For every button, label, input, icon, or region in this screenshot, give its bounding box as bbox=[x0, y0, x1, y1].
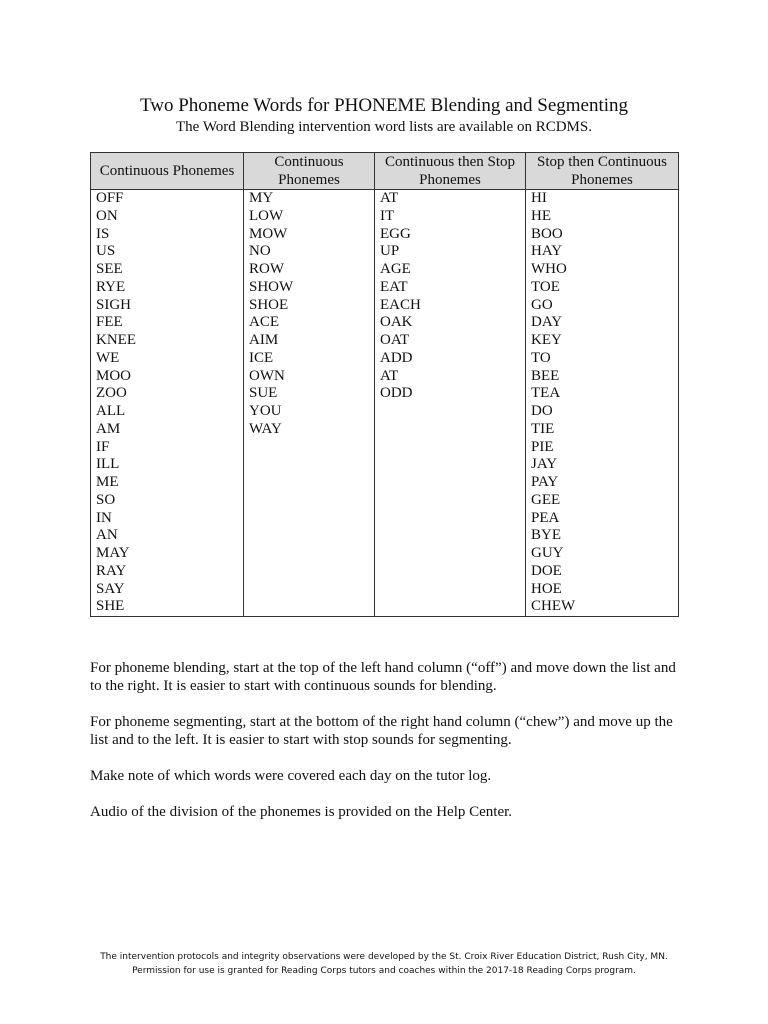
word-item: ILL bbox=[96, 456, 120, 473]
word-item: OWN bbox=[249, 367, 285, 384]
footer-line-1: The intervention protocols and integrity observations were developed by the St. Croix River Education District, Rush City, MN. bbox=[100, 952, 668, 962]
word-item: IS bbox=[96, 225, 110, 242]
page-title: Two Phoneme Words for PHONEME Blending and Segmenting bbox=[139, 95, 629, 116]
word-item: NO bbox=[249, 243, 271, 260]
word-column-cell bbox=[244, 190, 375, 617]
word-item: ME bbox=[96, 474, 119, 490]
audio-note: Audio of the division of the phonemes is provided on the Help Center. bbox=[90, 804, 513, 820]
word-item: TO bbox=[531, 349, 551, 366]
word-item: SHE bbox=[96, 598, 125, 615]
word-item: KEY bbox=[531, 332, 562, 348]
word-item: WE bbox=[96, 349, 120, 366]
word-item: SEE bbox=[96, 261, 123, 277]
column-header-continuous-1: Continuous Phonemes bbox=[91, 153, 244, 190]
blending-instructions: For phoneme blending, start at the top of the left hand column (“off”) and move down the list and to the right. It is easier to start with continuous sounds for blending. bbox=[90, 660, 676, 694]
word-item: GUY bbox=[531, 545, 564, 561]
word-list bbox=[531, 190, 673, 616]
word-item: CHEW bbox=[531, 598, 576, 615]
word-item: ICE bbox=[249, 349, 274, 366]
word-list bbox=[96, 190, 238, 616]
word-item: TEA bbox=[531, 385, 561, 402]
word-item: ZOO bbox=[96, 385, 127, 402]
word-item: ODD bbox=[380, 385, 413, 402]
page-subtitle: The Word Blending intervention word lists are available on RCDMS. bbox=[176, 119, 592, 135]
word-item: HAY bbox=[531, 243, 563, 260]
tutor-log-note: Make note of which words were covered each day on the tutor log. bbox=[90, 768, 492, 784]
word-item: EGG bbox=[380, 225, 411, 242]
word-item: TOE bbox=[531, 278, 560, 295]
footer bbox=[0, 950, 768, 978]
word-item: DAY bbox=[531, 314, 563, 331]
word-item: US bbox=[96, 243, 116, 260]
word-item: OFF bbox=[96, 190, 124, 206]
word-item: AT bbox=[380, 367, 399, 384]
word-item: LOW bbox=[249, 207, 284, 224]
word-item: PIE bbox=[531, 438, 554, 455]
word-item: HE bbox=[531, 207, 551, 224]
column-header-continuous-then-stop: Continuous then Stop Phonemes bbox=[375, 153, 526, 190]
word-item: BOO bbox=[531, 225, 563, 242]
word-item: AIM bbox=[249, 332, 279, 348]
word-item: AN bbox=[96, 527, 118, 544]
word-item: PAY bbox=[531, 474, 559, 490]
word-item: HI bbox=[531, 190, 547, 206]
word-item: MOW bbox=[249, 225, 288, 242]
word-item: IF bbox=[96, 438, 110, 455]
word-item: IT bbox=[380, 207, 395, 224]
segmenting-instructions: For phoneme segmenting, start at the bottom of the right hand column (“chew”) and move up the list and to the left. It is easier to start with stop sounds for segmenting. bbox=[90, 714, 673, 748]
word-item: ADD bbox=[380, 349, 413, 366]
word-item: BYE bbox=[531, 527, 561, 544]
table-body-row bbox=[91, 190, 679, 617]
word-item: MY bbox=[249, 190, 274, 206]
word-column-cell bbox=[526, 190, 679, 617]
word-item: DOE bbox=[531, 562, 562, 579]
word-column-cell bbox=[91, 190, 244, 617]
word-item: WHO bbox=[531, 261, 567, 277]
word-column-cell bbox=[375, 190, 526, 617]
word-item: OAT bbox=[380, 332, 410, 348]
word-item: OAK bbox=[380, 314, 413, 331]
word-item: ON bbox=[96, 207, 118, 224]
word-item: SHOE bbox=[249, 296, 289, 313]
word-item: EACH bbox=[380, 296, 421, 313]
word-item: GEE bbox=[531, 491, 561, 508]
word-item: AGE bbox=[380, 261, 411, 277]
word-item: DO bbox=[531, 403, 553, 419]
word-item: RYE bbox=[96, 278, 126, 295]
word-item: MOO bbox=[96, 367, 132, 384]
word-item: HOE bbox=[531, 580, 562, 597]
word-list bbox=[249, 190, 369, 439]
word-item: WAY bbox=[249, 420, 282, 437]
word-item: ALL bbox=[96, 403, 126, 419]
word-item: TIE bbox=[531, 420, 555, 437]
word-item: IN bbox=[96, 509, 112, 526]
word-item: BEE bbox=[531, 367, 560, 384]
word-item: JAY bbox=[531, 456, 558, 473]
word-item: KNEE bbox=[96, 332, 136, 348]
footer-line-2: Permission for use is granted for Reading Corps tutors and coaches within the 2017-18 Reading Corps program. bbox=[132, 966, 636, 976]
word-item: SHOW bbox=[249, 278, 294, 295]
word-item: UP bbox=[380, 243, 400, 260]
word-item: SIGH bbox=[96, 296, 132, 313]
word-item: PEA bbox=[531, 509, 560, 526]
word-item: GO bbox=[531, 296, 553, 313]
word-item: RAY bbox=[96, 562, 127, 579]
word-item: AM bbox=[96, 420, 121, 437]
column-header-continuous-2: Continuous Phonemes bbox=[244, 153, 375, 190]
word-list bbox=[380, 190, 520, 403]
word-item: FEE bbox=[96, 314, 123, 331]
word-item: AT bbox=[380, 190, 399, 206]
column-header-stop-then-continuous: Stop then Continuous Phonemes bbox=[526, 153, 679, 190]
word-item: ACE bbox=[249, 314, 279, 331]
word-item: SAY bbox=[96, 580, 125, 597]
word-item: ROW bbox=[249, 261, 284, 277]
word-item: YOU bbox=[249, 403, 282, 419]
word-item: SUE bbox=[249, 385, 278, 402]
table-header-row bbox=[91, 153, 679, 190]
word-item: SO bbox=[96, 491, 116, 508]
phoneme-word-table bbox=[90, 152, 679, 617]
word-item: EAT bbox=[380, 278, 408, 295]
word-item: MAY bbox=[96, 545, 130, 561]
